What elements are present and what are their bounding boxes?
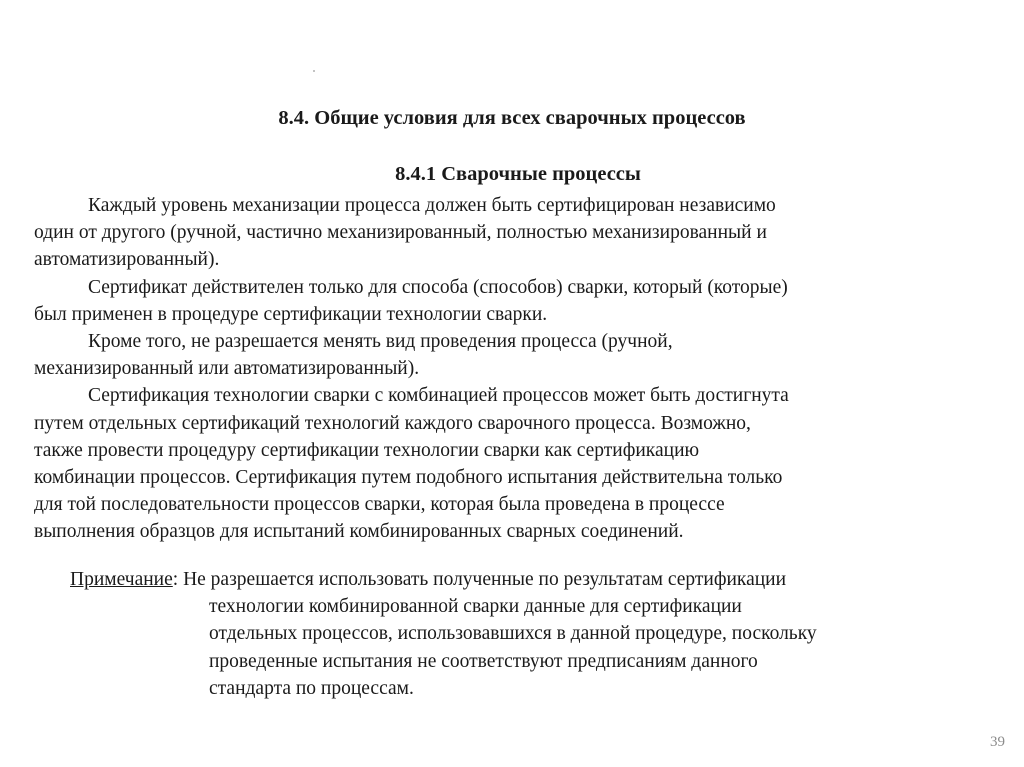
subsection-heading: 8.4.1 Сварочные процессы [395, 163, 641, 185]
text-line: автоматизированный). [34, 249, 220, 271]
note-line: стандарта по процессам. [209, 677, 414, 699]
note-label: Примечание [70, 569, 173, 590]
text-line: механизированный или автоматизированный). [34, 358, 420, 380]
note-first-line [70, 566, 990, 593]
note-line: проведенные испытания не соответствуют предписаниям данного [209, 650, 758, 672]
text-line: Каждый уровень механизации процесса должен быть сертифицирован независимо [88, 195, 776, 216]
text-line: один от другого (ручной, частично механизированный, полностью механизированный и [34, 222, 767, 244]
page-number: 39 [990, 734, 1005, 750]
body-text [34, 192, 994, 545]
note-line: технологии комбинированной сварки данные для сертификации [209, 596, 742, 618]
note-colon: : [172, 569, 179, 590]
text-line: также провести процедуру сертификации технологии сварки как сертификацию [34, 439, 700, 461]
note-text: Не разрешается использовать полученные по результатам сертификации [178, 569, 787, 590]
text-line: для той последовательности процессов сварки, которая была проведена в процессе [34, 494, 725, 516]
text-line: Сертификация технологии сварки с комбинацией процессов может быть достигнута [88, 385, 789, 407]
text-line: комбинации процессов. Сертификация путем подобного испытания действительна только [34, 466, 783, 488]
scan-speck [313, 70, 315, 72]
text-line: путем отдельных сертификаций технологий каждого сварочного процесса. Возможно, [34, 412, 751, 434]
text-line: был применен в процедуре сертификации технологии сварки. [34, 303, 548, 325]
note-line: отдельных процессов, использовавшихся в данной процедуре, поскольку [209, 623, 817, 645]
note-block [70, 566, 990, 702]
text-line: Сертификат действителен только для способа (способов) сварки, который (которые) [88, 276, 788, 298]
text-line: выполнения образцов для испытаний комбинированных сварных соединений. [34, 521, 684, 543]
text-line: Кроме того, не разрешается менять вид проведения процесса (ручной, [88, 330, 673, 352]
section-heading: 8.4. Общие условия для всех сварочных процессов [278, 107, 746, 129]
